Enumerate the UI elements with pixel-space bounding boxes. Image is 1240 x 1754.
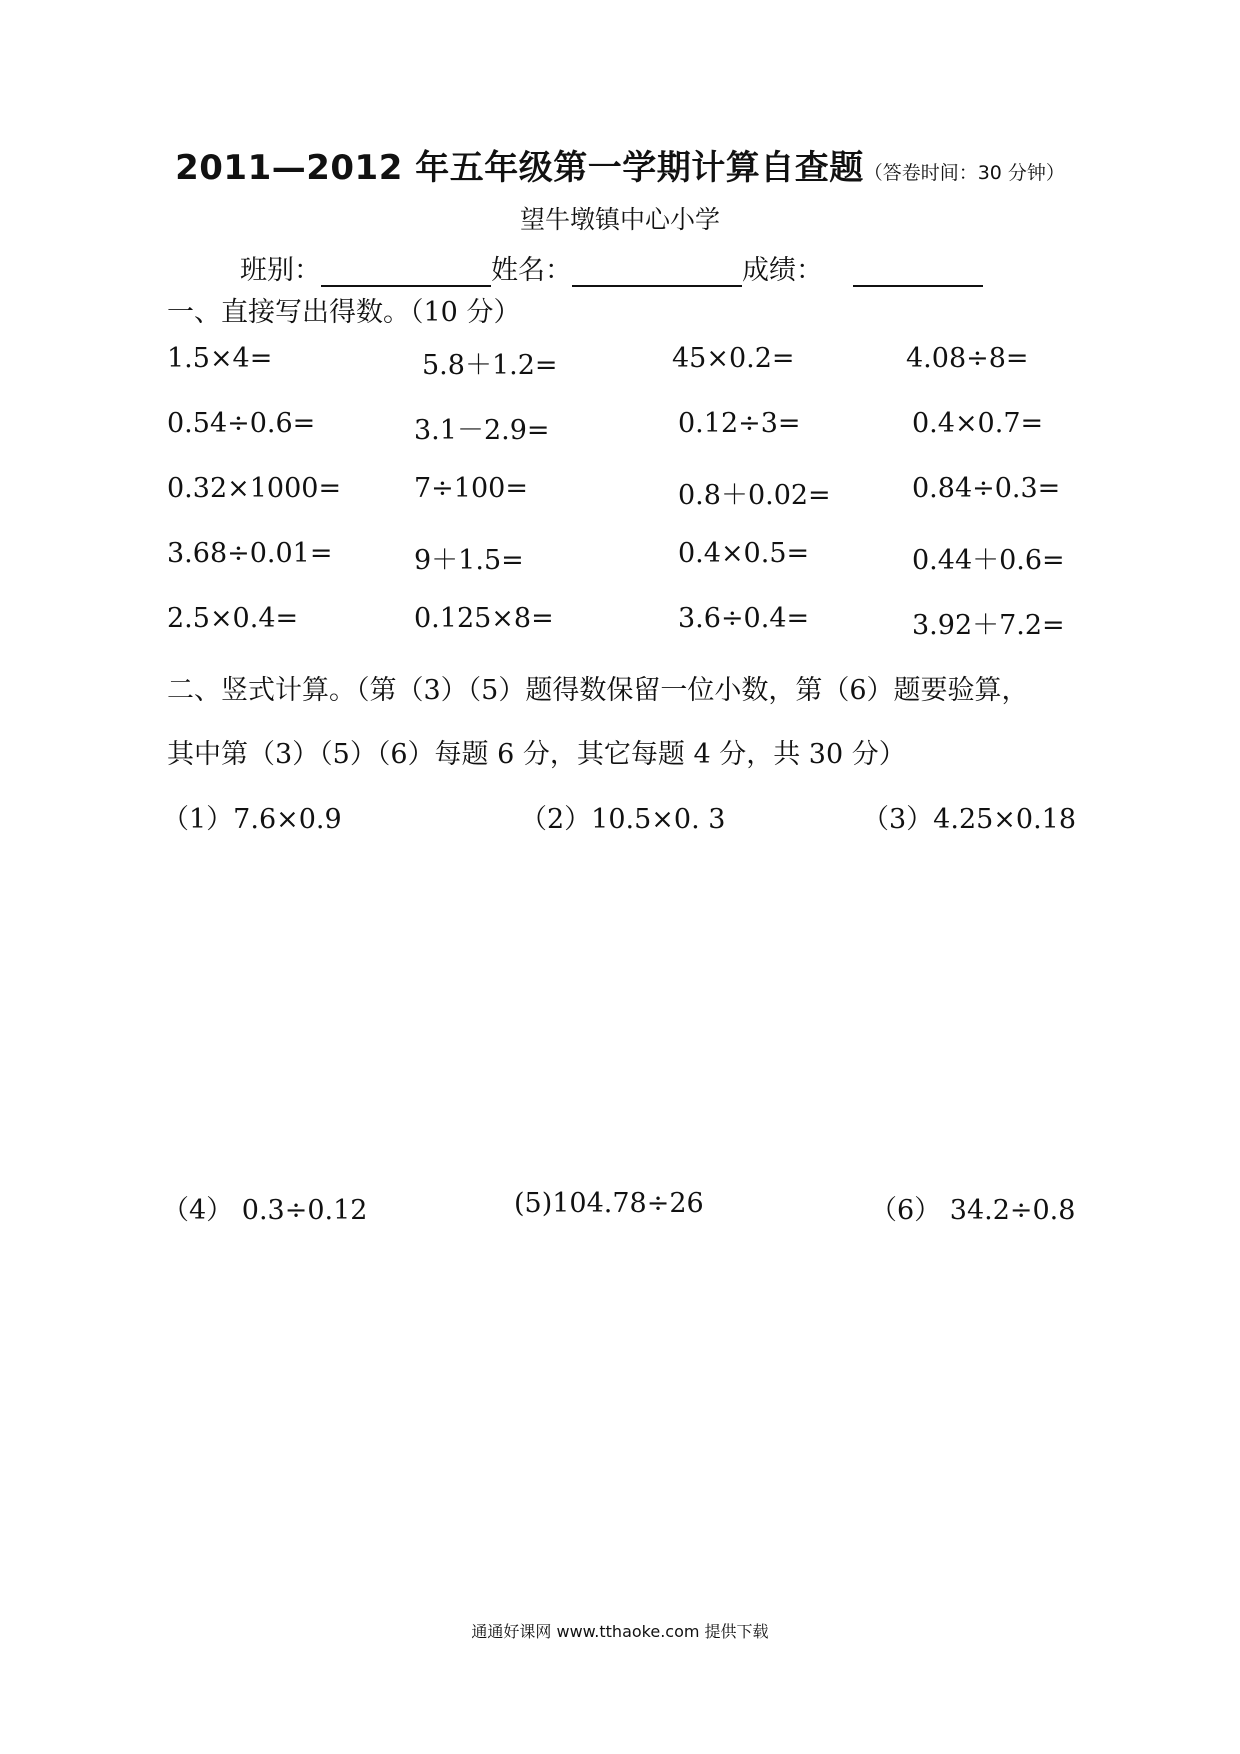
oral-question: 0.12÷3= bbox=[678, 408, 801, 439]
section1-heading: 一、直接写出得数。（10 分） bbox=[167, 297, 521, 328]
class-blank[interactable] bbox=[321, 257, 491, 287]
oral-question: 0.8＋0.02= bbox=[678, 480, 831, 511]
oral-question: 0.4×0.7= bbox=[912, 408, 1044, 439]
oral-question: 1.5×4= bbox=[167, 343, 273, 374]
score-label: 成绩： bbox=[742, 255, 823, 286]
oral-question: 45×0.2= bbox=[672, 343, 795, 374]
oral-question: 0.84÷0.3= bbox=[912, 473, 1061, 504]
time-note: （答卷时间：30 分钟） bbox=[863, 162, 1065, 184]
vertical-question: (5)104.78÷26 bbox=[514, 1188, 704, 1219]
vertical-question: （4） 0.3÷0.12 bbox=[162, 1195, 368, 1226]
oral-question: 7÷100= bbox=[414, 473, 528, 504]
student-info-row bbox=[240, 248, 983, 287]
vertical-question: （1）7.6×0.9 bbox=[162, 804, 342, 835]
name-label: 姓名： bbox=[491, 255, 572, 286]
footer-credit: 通通好课网 www.tthaoke.com 提供下载 bbox=[471, 1622, 769, 1641]
oral-question: 5.8＋1.2= bbox=[422, 350, 558, 381]
page-title bbox=[0, 140, 1240, 189]
oral-question: 0.32×1000= bbox=[167, 473, 342, 504]
school-name: 望牛墩镇中心小学 bbox=[519, 205, 720, 234]
class-label: 班别： bbox=[240, 255, 321, 286]
oral-question: 0.54÷0.6= bbox=[167, 408, 316, 439]
oral-question: 0.44＋0.6= bbox=[912, 545, 1065, 576]
oral-question: 3.6÷0.4= bbox=[678, 603, 810, 634]
name-blank[interactable] bbox=[572, 257, 742, 287]
oral-question: 2.5×0.4= bbox=[167, 603, 299, 634]
oral-question: 3.68÷0.01= bbox=[167, 538, 333, 569]
vertical-question: （3）4.25×0.18 bbox=[862, 804, 1077, 835]
vertical-question: （6） 34.2÷0.8 bbox=[870, 1195, 1076, 1226]
oral-question: 4.08÷8= bbox=[906, 343, 1029, 374]
oral-question: 9＋1.5= bbox=[414, 545, 524, 576]
section2-heading-line2: 其中第（3）（5）（6）每题 6 分，其它每题 4 分，共 30 分） bbox=[167, 739, 906, 770]
section2-heading-line1: 二、竖式计算。（第（3）（5）题得数保留一位小数，第（6）题要验算， bbox=[167, 675, 1029, 706]
oral-question: 3.92＋7.2= bbox=[912, 610, 1065, 641]
oral-question: 0.125×8= bbox=[414, 603, 554, 634]
oral-question: 3.1－2.9= bbox=[414, 415, 550, 446]
title-main: 2011—2012 年五年级第一学期计算自查题 bbox=[175, 148, 864, 188]
score-blank[interactable] bbox=[853, 257, 983, 287]
oral-question: 0.4×0.5= bbox=[678, 538, 810, 569]
vertical-question: （2）10.5×0. 3 bbox=[520, 804, 726, 835]
